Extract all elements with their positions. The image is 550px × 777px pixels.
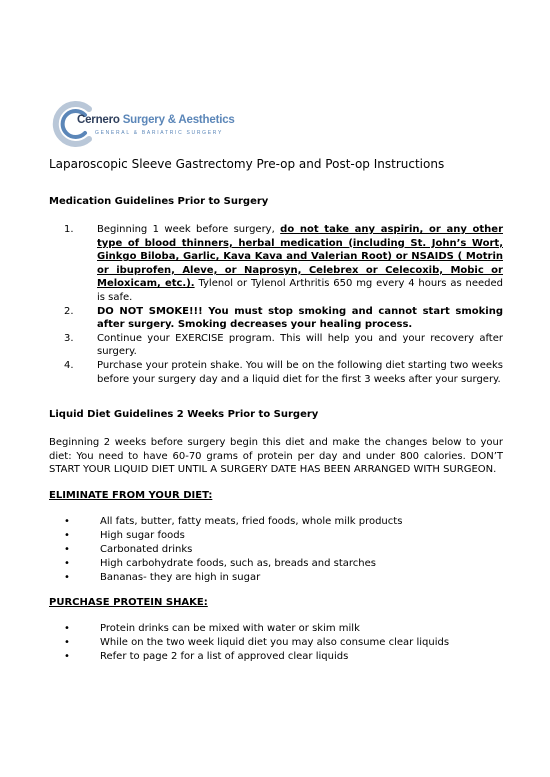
- section-heading-purchase: PURCHASE PROTEIN SHAKE:: [49, 597, 208, 608]
- bullet: •: [64, 651, 70, 662]
- list-item: 1. Beginning 1 week before surgery, do not take any aspirin, or any other type of blood thinners, herbal medication (including St. John’s Wort, Ginkgo Biloba, Garlic, Kava Kava and Valerian Root) or NSAIDS ( Motrin or ibuprofen, Aleve, or Naprosyn, Celebrex or Celecoxib, Mobic or Meloxicam, etc.). Tylenol or Tylenol Arthritis 650 mg every 4 hours as needed is safe.: [64, 224, 503, 303]
- eliminate-list: [49, 515, 503, 585]
- logo-tagline: GENERAL & BARIATRIC SURGERY: [95, 130, 224, 136]
- liquid-diet-paragraph: Beginning 2 weeks before surgery begin this diet and make the changes below to your diet: You need to have 60-70 grams of protein per day and under 800 calories. DON’T START YOUR LIQUID DIET UNTIL A SURGERY DATE HAS BEEN ARRANGED WITH SURGEON.: [49, 437, 503, 476]
- bullet: •: [64, 637, 70, 648]
- clinic-logo: [49, 99, 239, 149]
- bullet: •: [64, 558, 70, 569]
- bullet: •: [64, 544, 70, 555]
- bullet: •: [64, 623, 70, 634]
- list-item: • High carbohydrate foods, such as, breads and starches: [64, 558, 376, 569]
- list-item: 4. Purchase your protein shake. You will be on the following diet starting two weeks before your surgery day and a liquid diet for the first 3 weeks after your surgery.: [64, 359, 503, 385]
- list-item: 3. Continue your EXERCISE program. This will help you and your recovery after surgery.: [64, 332, 503, 358]
- logo-name: Cernero Surgery & Aesthetics: [77, 114, 235, 126]
- list-item: • High sugar foods: [64, 530, 185, 541]
- page-title: Laparoscopic Sleeve Gastrectomy Pre-op and Post-op Instructions: [49, 157, 445, 171]
- purchase-list: [49, 622, 503, 664]
- bullet: •: [64, 530, 70, 541]
- bullet: •: [64, 516, 70, 527]
- list-item: • All fats, butter, fatty meats, fried foods, whole milk products: [64, 516, 403, 527]
- section-heading-medication: Medication Guidelines Prior to Surgery: [49, 196, 269, 207]
- list-item: • Refer to page 2 for a list of approved clear liquids: [64, 651, 349, 662]
- list-item: • Carbonated drinks: [64, 544, 193, 555]
- section-heading-liquid-diet: Liquid Diet Guidelines 2 Weeks Prior to Surgery: [49, 409, 319, 420]
- section-heading-eliminate: ELIMINATE FROM YOUR DIET:: [49, 490, 213, 501]
- bullet: •: [64, 572, 70, 583]
- list-item: • Protein drinks can be mixed with water or skim milk: [64, 623, 360, 634]
- list-item: • While on the two week liquid diet you may also consume clear liquids: [64, 637, 450, 648]
- medication-list: [49, 223, 503, 386]
- list-item: • Bananas- they are high in sugar: [64, 572, 261, 583]
- list-item: 2. DO NOT SMOKE!!! You must stop smoking and cannot start smoking after surgery. Smoking decreases your healing process.: [64, 305, 503, 331]
